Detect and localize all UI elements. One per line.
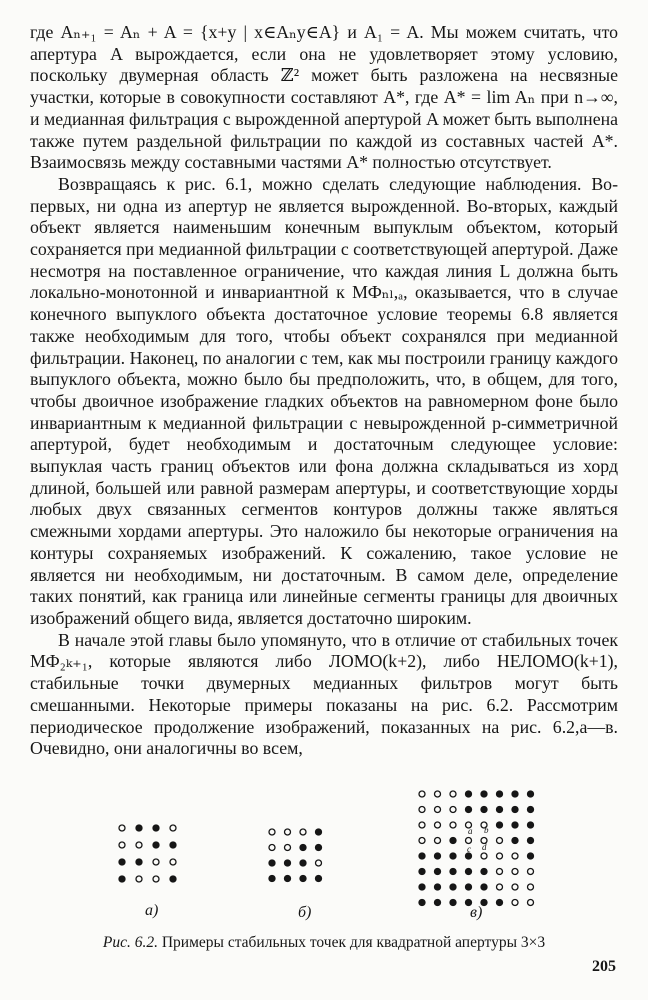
- caption-prefix: Рис. 6.2.: [102, 934, 158, 951]
- paragraph-2: Возвращаясь к рис. 6.1, можно сделать следующие наблюдения. Во-первых, ни одна из апертур не является вырожденной. Во-вторых, каждый объект является наименьшим конечным выпуклым объектом, который сохраняется при медианной фильтрации с соответствующей апертурой. Даже несмотря на поставленное ограничение, что каждая линия L должна быть локально-монотонной и инвариантной к МФₙₗ,ₐ, оказывается, что в случае конечного выпуклого объекта достаточное условие теоремы 6.8 является также необходимым для того, чтобы объект сохранялся при медианной фильтрации. Наконец, по аналогии с тем, как мы построили границу каждого выпуклого объекта, можно было бы предположить, что, в общем, для того, чтобы двоичное изображение гладких объектов на равномерном фоне было инвариантным к медианной фильтрации с невырожденной p-симметричной апертурой, будет необходимым и достаточным следующее условие: выпуклая часть границ объектов или фона должна складываться из хорд длиной, большей или равной размерам апертуры, и соответствующие хорды любых двух связанных сегментов контуров должны также являться смежными хордами апертуры. Это наложило бы некоторые ограничения на контуры сохраняемых изображений. К сожалению, такое условие не является ни необходимым, ни достаточным. В самом деле, определение таких понятий, как граница или линейные сегменты границы для двоичных изображений общего вида, является достаточно широким.: [30, 173, 619, 628]
- figure-v-white-dot: [512, 853, 518, 859]
- figure-a-grid: [118, 824, 198, 904]
- figure-b-black-dot: [300, 845, 306, 851]
- figure-a-black-dot: [170, 876, 176, 882]
- figure-a-black-dot: [153, 842, 159, 848]
- figure-v-black-dot: [419, 900, 425, 906]
- figure-v-mark-d: d: [482, 842, 487, 852]
- figure-v-white-dot: [435, 807, 441, 813]
- figure-b-black-dot: [285, 860, 291, 866]
- figure-v-black-dot: [419, 884, 425, 890]
- figure-v-black-dot: [435, 869, 441, 875]
- figure-v-white-dot: [481, 853, 487, 859]
- figure-v-mark-c: c: [467, 844, 471, 854]
- figure-v-black-dot: [497, 807, 503, 813]
- figure-a-white-dot: [170, 825, 176, 831]
- figure-a-white-dot: [136, 842, 142, 848]
- figure-v-black-dot: [497, 822, 503, 828]
- figure-v-black-dot: [528, 822, 534, 828]
- figure-b-white-dot: [269, 829, 275, 835]
- figure-a-white-dot: [136, 876, 142, 882]
- figure-v-white-dot: [528, 900, 534, 906]
- figure-v-white-dot: [512, 869, 518, 875]
- figure-v-black-dot: [481, 791, 487, 797]
- figure-v-mark-b: b: [484, 825, 489, 835]
- figure-v-black-dot: [466, 791, 472, 797]
- figure-v-black-dot: [419, 869, 425, 875]
- figure-v-white-dot: [497, 884, 503, 890]
- page-body: [30, 22, 618, 760]
- figure-a-black-dot: [119, 859, 125, 865]
- figure-b-black-dot: [316, 876, 322, 882]
- figure-v-black-dot: [450, 838, 456, 844]
- figure-b-white-dot: [316, 860, 322, 866]
- figure-v-black-dot: [512, 822, 518, 828]
- figure-v-white-dot: [419, 838, 425, 844]
- figure-v-white-dot: [450, 791, 456, 797]
- figure-v-white-dot: [435, 838, 441, 844]
- figure-a-white-dot: [153, 859, 159, 865]
- figure-b-black-dot: [300, 860, 306, 866]
- figure-v-black-dot: [528, 853, 534, 859]
- figure-6-2: [0, 790, 648, 930]
- figure-v-black-dot: [450, 884, 456, 890]
- figure-v-black-dot: [528, 791, 534, 797]
- figure-v-white-dot: [466, 838, 472, 844]
- figure-v-white-dot: [497, 838, 503, 844]
- figure-b-white-dot: [285, 845, 291, 851]
- figure-a-label: а): [145, 902, 159, 919]
- figure-v-white-dot: [497, 853, 503, 859]
- paragraph-1: где Aₙ₊₁ = Aₙ + A = {x+y | x∈Aₙy∈A} и A₁ = A. Мы можем считать, что апертура A вырождается, если она не удовлетворяет этому условию, поскольку двумерная область ℤ² может быть разложена на несвязные участки, которые в совокупности составляют A*, где A* = lim Aₙ при n→∞, и медианная фильтрация с вырожденной апертурой A может быть выполнена также путем раздельной фильтрации по каждой из составных частей A*. Взаимосвязь между составными частями A* полностью отсутствует.: [30, 22, 618, 173]
- figure-v-black-dot: [512, 791, 518, 797]
- figure-v-black-dot: [450, 900, 456, 906]
- figure-v-white-dot: [419, 791, 425, 797]
- figure-b-white-dot: [300, 829, 306, 835]
- figure-v-black-dot: [481, 869, 487, 875]
- figure-v-black-dot: [528, 807, 534, 813]
- figure-v-white-dot: [435, 791, 441, 797]
- figure-v-white-dot: [512, 900, 518, 906]
- figure-v-grid: [418, 790, 538, 910]
- figure-v-black-dot: [450, 869, 456, 875]
- paragraph-3: В начале этой главы было упомянуто, что в отличие от стабильных точек МФ₂ₖ₊₁, которые являются либо ЛОМО(k+2), либо НЕЛОМО(k+1), стабильные точки двумерных медианных фильтров могут быть смешанными. Некоторые примеры показаны на рис. 6.2. Рассмотрим периодическое продолжение изображений, показанных на рис. 6.2,а—в. Очевидно, они аналогичны во всем,: [30, 629, 618, 759]
- figure-v-white-dot: [497, 869, 503, 875]
- figure-v-white-dot: [528, 884, 534, 890]
- figure-v-white-dot: [450, 807, 456, 813]
- figure-b-black-dot: [269, 876, 275, 882]
- caption-text: Примеры стабильных точек для квадратной апертуры 3×3: [161, 934, 546, 951]
- figure-b-black-dot: [316, 829, 322, 835]
- figure-v-black-dot: [466, 807, 472, 813]
- figure-v-black-dot: [512, 838, 518, 844]
- figure-b-black-dot: [285, 876, 291, 882]
- figure-v-black-dot: [512, 807, 518, 813]
- figure-v-label: в): [470, 904, 483, 921]
- figure-a-black-dot: [153, 825, 159, 831]
- figure-v-black-dot: [497, 791, 503, 797]
- figure-v-black-dot: [528, 838, 534, 844]
- figure-b-black-dot: [316, 845, 322, 851]
- figure-v-black-dot: [481, 807, 487, 813]
- figure-b-white-dot: [285, 829, 291, 835]
- figure-v-black-dot: [497, 900, 503, 906]
- figure-caption: [0, 934, 648, 952]
- figure-v-black-dot: [466, 884, 472, 890]
- figure-v-white-dot: [435, 822, 441, 828]
- figure-v-black-dot: [481, 884, 487, 890]
- figure-v-white-dot: [419, 822, 425, 828]
- figure-v-black-dot: [435, 853, 441, 859]
- figure-a-black-dot: [136, 825, 142, 831]
- figure-v-black-dot: [435, 900, 441, 906]
- figure-v-black-dot: [435, 884, 441, 890]
- page-number: 205: [592, 958, 616, 975]
- figure-v-white-dot: [419, 807, 425, 813]
- figure-a-black-dot: [119, 876, 125, 882]
- figure-v-mark-a: a: [468, 826, 473, 836]
- figure-a-white-dot: [119, 825, 125, 831]
- figure-b-label: б): [298, 904, 312, 921]
- figure-b-white-dot: [269, 845, 275, 851]
- figure-v-black-dot: [450, 853, 456, 859]
- figure-a-white-dot: [170, 859, 176, 865]
- figure-a-white-dot: [153, 876, 159, 882]
- figure-v-white-dot: [528, 869, 534, 875]
- figure-v-white-dot: [450, 822, 456, 828]
- figure-v-white-dot: [512, 884, 518, 890]
- figure-a-black-dot: [136, 859, 142, 865]
- figure-a-black-dot: [170, 842, 176, 848]
- figure-v-black-dot: [419, 853, 425, 859]
- figure-v-black-dot: [466, 869, 472, 875]
- figure-b-black-dot: [269, 860, 275, 866]
- figure-b-black-dot: [300, 876, 306, 882]
- figure-b-grid: [268, 828, 348, 908]
- figure-a-white-dot: [119, 842, 125, 848]
